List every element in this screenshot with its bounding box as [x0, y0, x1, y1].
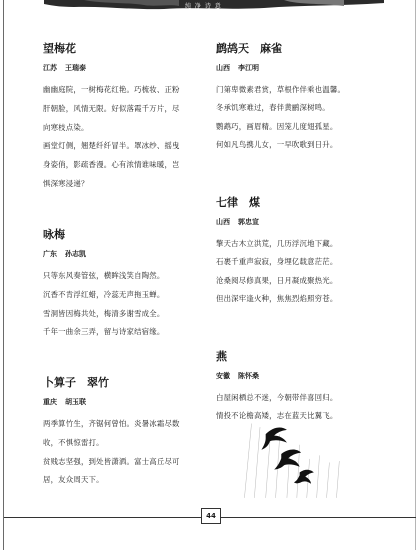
poem-line: 收，不惧惊雷打。 — [43, 437, 104, 447]
poem-line: 画堂灯侧，翘楚纤纤冒半。罩冰纱、摇曳 — [43, 141, 180, 151]
poem-line: 擎天古木立洪荒，几历浮沉地下藏。 — [216, 239, 338, 248]
poem-line: 但出深牢逢火种，焦焦烈焰照穷苍。 — [216, 294, 338, 304]
poem-line: 向寒枝点染。 — [43, 122, 89, 132]
poem-title: 燕 — [216, 350, 227, 363]
poem-line: 身姿俏，影疏香漫。心有浓情谁味暖，岂 — [43, 160, 180, 170]
author-name: 孙志凯 — [65, 250, 86, 258]
poem-line: 千年一曲余三弄，留与诗家结宿缘。 — [43, 327, 165, 337]
poem-lines — [43, 415, 180, 490]
page-number: 44 — [201, 508, 221, 524]
poem-line: 惧深寒浸递？ — [43, 178, 89, 188]
poem-block — [43, 374, 180, 490]
poem-line: 鹦鹉巧，画眉精。因笼儿度翅孤星。 — [216, 121, 338, 131]
poem-title: 七律 煤 — [216, 196, 260, 209]
poem-block — [216, 194, 337, 309]
poem-line: 情投不论檐高矮，志在蓝天比翼飞。 — [216, 411, 338, 421]
poem-author — [43, 397, 180, 407]
poem-title: 卜算子 翠竹 — [43, 376, 109, 389]
author-name: 郭忠宣 — [238, 218, 259, 226]
author-region: 山西 — [216, 64, 230, 72]
author-region: 安徽 — [216, 372, 230, 380]
poem-author — [43, 63, 180, 73]
poem-line: 何如凡鸟携儿女，一早吹歌到日升。 — [216, 140, 338, 150]
poem-line: 石裹千重声寂寂，身埋亿载意茫茫。 — [216, 257, 338, 267]
author-region: 广东 — [43, 250, 57, 258]
poem-line: 贫贱志坚强，到处皆潇洒。富士高丘尽可 — [43, 456, 180, 466]
poem-line: 居，友众周天下。 — [43, 475, 104, 485]
author-region: 山西 — [216, 218, 230, 226]
poem-lines — [43, 81, 180, 194]
poem-line: 雪洞皆因梅共处，梅清多谢雪成全。 — [43, 308, 165, 318]
poem-block — [43, 226, 164, 342]
poem-title: 望梅花 — [43, 42, 76, 55]
poem-lines — [216, 81, 345, 155]
header-title: 纯 净 诗 意 — [185, 3, 222, 10]
author-name: 胡玉联 — [65, 398, 86, 406]
book-page — [3, 0, 416, 550]
poem-block — [216, 348, 337, 426]
poem-author — [216, 371, 337, 381]
poem-block — [216, 40, 345, 155]
poem-line: 门第卑微素君赏，草根作伴乘也温馨。 — [216, 85, 346, 94]
poem-line: 只等东风奏管弦，横眸浅笑自陶然。 — [43, 271, 165, 280]
poem-lines — [43, 267, 164, 342]
author-region: 江苏 — [43, 64, 57, 72]
poem-line: 两季算竹生，齐锯何曾怕。炎暑冰霜尽数 — [43, 419, 180, 428]
swallows-painting-image — [214, 420, 374, 500]
poem-line: 肝朝脸，风情无限。好似落霞千万片，尽 — [43, 103, 180, 113]
poem-author — [216, 217, 337, 227]
poem-line: 沧桑阅尽修真果，日月凝成聚热光。 — [216, 275, 338, 285]
poem-line: 白屋闲栖总不迷，今朝带伴喜回归。 — [216, 393, 338, 402]
poem-line: 沉香不肯浮红蜡，冷蕊无声拖玉蝉。 — [43, 289, 165, 299]
poem-author — [216, 63, 345, 73]
poem-title: 鹧鸪天 麻雀 — [216, 42, 282, 55]
author-name: 陈怀桑 — [238, 372, 259, 380]
author-name: 李江明 — [238, 64, 259, 72]
author-name: 王瑞泰 — [65, 64, 86, 72]
poem-line: 冬承饥寒难过，春伴黄鹂深树鸣。 — [216, 103, 330, 113]
poem-author — [43, 249, 164, 259]
poem-lines — [216, 235, 337, 309]
author-region: 重庆 — [43, 398, 57, 406]
poem-block — [43, 40, 180, 194]
poem-line: 幽幽庭院，一树梅花红艳。巧梳妆、正粉 — [43, 85, 180, 94]
poem-title: 咏梅 — [43, 228, 65, 241]
